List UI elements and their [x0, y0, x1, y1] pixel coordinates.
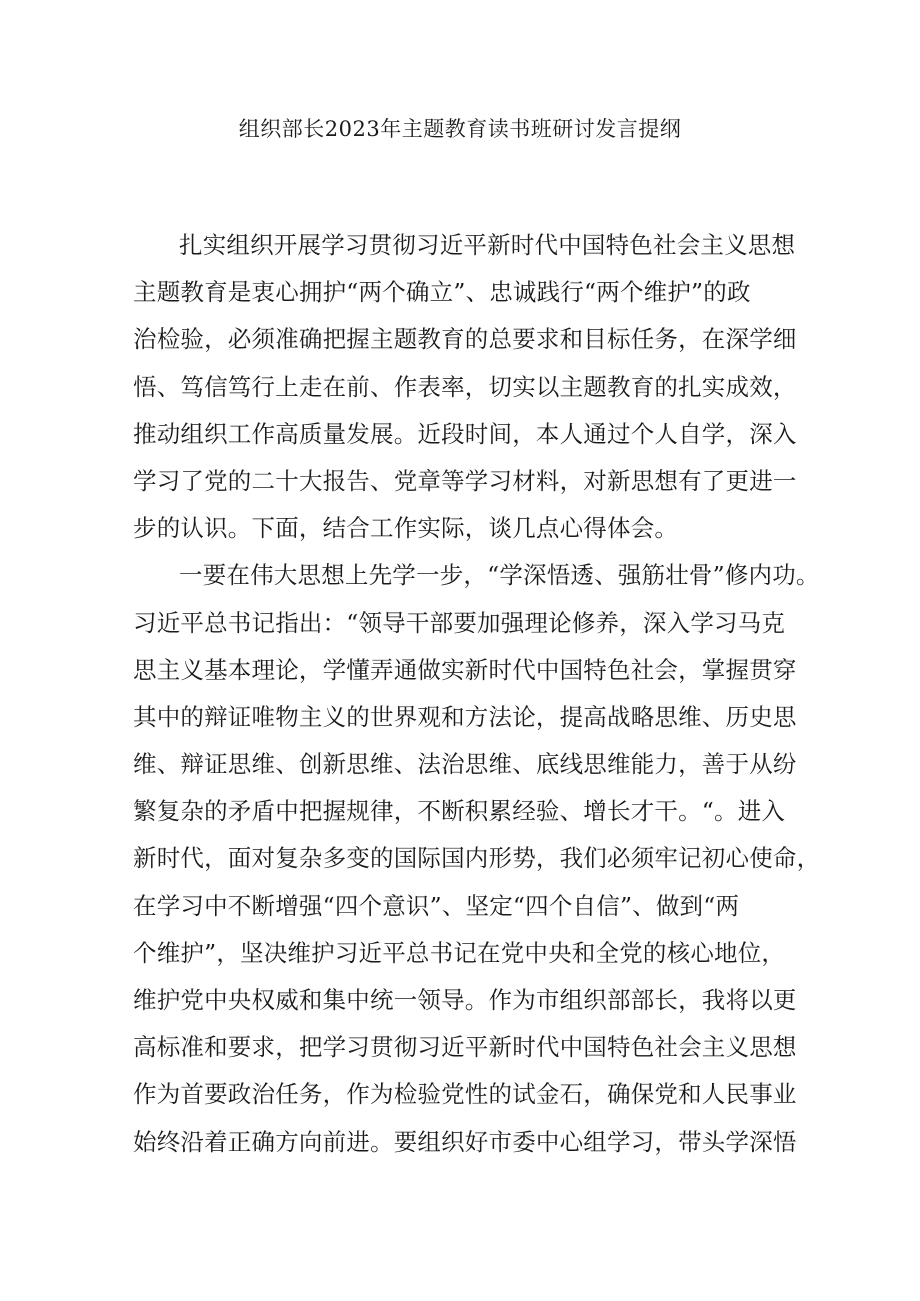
text-line: 新时代，面对复杂多变的国际国内形势，我们必须牢记初心使命， — [133, 844, 821, 873]
text-line: 始终沿着正确方向前进。要组织好市委中心组学习，带头学深悟 — [133, 1127, 797, 1156]
text-line: 作为首要政治任务，作为检验党性的试金石，确保党和人民事业 — [133, 1080, 797, 1109]
text-line: 学习了党的二十大报告、党章等学习材料，对新思想有了更进一 — [133, 466, 797, 495]
text-line: 繁复杂的矛盾中把握规律，不断积累经验、增长才干。“。进入 — [133, 797, 786, 826]
text-line: 悟、笃信笃行上走在前、作表率，切实以主题教育的扎实成效， — [133, 372, 797, 401]
text-line: 一要在伟大思想上先学一步，“学深悟透、强筋壮骨”修内功。 — [179, 561, 820, 590]
paragraph-point-one — [133, 552, 821, 1165]
text-line: 推动组织工作高质量发展。近段时间，本人通过个人自学，深入 — [133, 419, 797, 448]
text-line: 主题教育是衷心拥护“两个确立”、忠诚践行“两个维护”的政 — [133, 278, 751, 307]
text-line: 维护党中央权威和集中统一领导。作为市组织部部长，我将以更 — [133, 986, 797, 1014]
text-line: 在学习中不断增强“四个意识”、坚定“四个自信”、做到“两 — [133, 891, 740, 920]
text-line: 其中的辩证唯物主义的世界观和方法论，提高战略思维、历史思 — [133, 702, 797, 731]
text-line: 高标准和要求，把学习贯彻习近平新时代中国特色社会主义思想 — [133, 1033, 797, 1062]
text-line: 步的认识。下面，结合工作实际，谈几点心得体会。 — [133, 514, 679, 543]
text-line: 习近平总书记指出：“领导干部要加强理论修养，深入学习马克 — [133, 608, 786, 637]
text-line: 思主义基本理论，学懂弄通做实新时代中国特色社会，掌握贯穿 — [133, 655, 797, 684]
text-line: 治检验，必须准确把握主题教育的总要求和目标任务，在深学细 — [133, 325, 797, 354]
text-line: 维、辩证思维、创新思维、法治思维、底线思维能力，善于从纷 — [133, 750, 797, 779]
document-body — [133, 222, 821, 1166]
text-line: 扎实组织开展学习贯彻习近平新时代中国特色社会主义思想 — [179, 231, 796, 259]
paragraph-intro — [133, 222, 797, 552]
text-line: 个维护”，坚决维护习近平总书记在党中央和全党的核心地位， — [133, 938, 786, 967]
document-title: 组织部长2023年主题教育读书班研讨发言提纲 — [238, 117, 682, 141]
